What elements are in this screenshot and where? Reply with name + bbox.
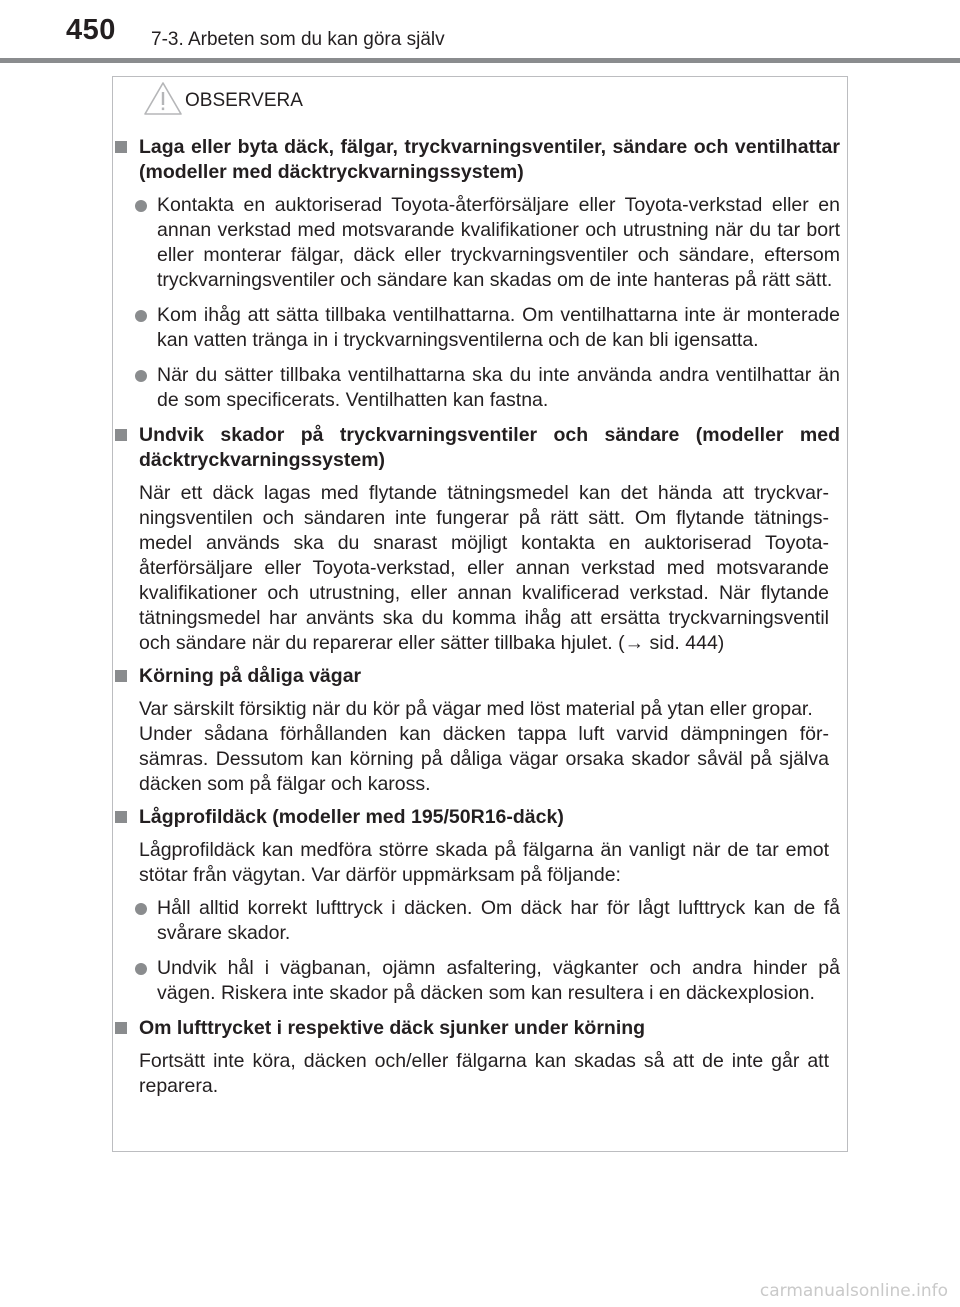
caution-content [113, 135, 847, 1107]
watermark: carmanualsonline.info [759, 1281, 948, 1301]
section-heading: Laga eller byta däck, fälgar, tryckvarningsventiler, sändare och ventilhattar (modeller med däcktryckvarningssystem) [113, 135, 847, 185]
round-bullet-icon [135, 310, 147, 322]
square-bullet-icon [115, 429, 127, 441]
bullet-item: Kontakta en auktoriserad Toyota-återförsäljare eller Toyota-verkstad eller en annan verkstad med motsvarande kvalifikationer och utrustning när du tar bort eller monterar fälgar, däck eller tryckvarningsventiler och sändare, eftersom tryckvarningsventiler och sändare kan skadas om de inte hanteras på rätt sätt. [113, 193, 847, 293]
caution-title: OBSERVERA [185, 90, 303, 111]
section-heading: Lågprofildäck (modeller med 195/50R16-däck) [113, 805, 847, 830]
square-bullet-icon [115, 670, 127, 682]
paragraph: Under sådana förhållanden kan däcken tappa luft varvid dämpningen försämras. Dessutom kan körning på dåliga vägar orsaka skador såväl på själva däcken som på fälgar och kaross. [139, 723, 829, 795]
section-pressure-drop [113, 1016, 847, 1099]
round-bullet-icon [135, 200, 147, 212]
page-header [0, 0, 960, 60]
section-tire-repair [113, 135, 847, 413]
round-bullet-icon [135, 963, 147, 975]
bullet-item: Håll alltid korrekt lufttryck i däcken. Om däck har för lågt lufttryck kan de få svårare skador. [113, 896, 847, 946]
square-bullet-icon [115, 1022, 127, 1034]
warning-triangle-icon [143, 81, 183, 117]
paragraph: När ett däck lagas med flytande tätningsmedel kan det hända att tryckvarningsventilen och sändaren inte fungerar på rätt sätt. Om flytande tätningsmedel används ska du snarast möjligt kontakta en auktoriserad Toyota-återförsäljare eller Toyota-verkstad, eller annan verkstad med motsvarande kvalifikationer och utrustning, eller annan kvalificerad verkstad. När flytande tätningsmedel har använts ska du komma ihåg att ersätta tryckvarningsventil och sändare när du reparerar eller sätter tillbaka hjulet. (→ sid. 444) [139, 482, 829, 654]
header-rule [0, 58, 960, 63]
bullet-item: Undvik hål i vägbanan, ojämn asfaltering, vägkanter och andra hinder på vägen. Riskera inte skador på däcken som kan resultera i en däckexplosion. [113, 956, 847, 1006]
bullet-item: Kom ihåg att sätta tillbaka ventilhattarna. Om ventilhattarna inte är monterade kan vatten tränga in i tryckvarningsventilerna och de kan bli igensatta. [113, 303, 847, 353]
paragraph: Var särskilt försiktig när du kör på vägar med löst material på ytan eller gropar. [139, 698, 813, 720]
section-heading: Om lufttrycket i respektive däck sjunker under körning [113, 1016, 847, 1041]
section-avoid-damage [113, 423, 847, 656]
square-bullet-icon [115, 141, 127, 153]
bullet-item: När du sätter tillbaka ventilhattarna ska du inte använda andra ventilhattar än de som specificerats. Ventilhatten kan fastna. [113, 363, 847, 413]
section-low-profile [113, 805, 847, 1006]
round-bullet-icon [135, 903, 147, 915]
square-bullet-icon [115, 811, 127, 823]
section-heading: Körning på dåliga vägar [113, 664, 847, 689]
paragraph: Lågprofildäck kan medföra större skada på fälgarna än vanligt när de tar emot stötar från vägytan. Var därför uppmärksam på följande: [139, 839, 829, 886]
caution-box [112, 76, 848, 1152]
section-heading: Undvik skador på tryckvarningsventiler och sändare (modeller med däcktryckvarningssystem) [113, 423, 847, 473]
section-title: 7-3. Arbeten som du kan göra själv [151, 29, 445, 50]
section-bad-roads [113, 664, 847, 797]
caution-header [127, 81, 427, 121]
round-bullet-icon [135, 370, 147, 382]
paragraph: Fortsätt inte köra, däcken och/eller fälgarna kan skadas så att de inte går att reparera. [139, 1050, 829, 1097]
page-number: 450 [66, 14, 116, 46]
